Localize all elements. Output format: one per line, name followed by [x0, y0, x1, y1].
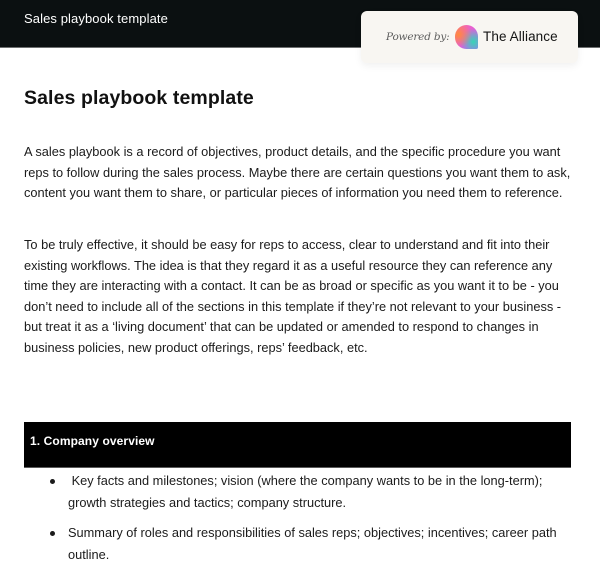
list-item — [0, 522, 570, 566]
company-overview-list — [0, 468, 600, 574]
document-body — [24, 84, 576, 355]
header-title: Sales playbook template — [24, 11, 168, 26]
list-item-text: Key facts and milestones; vision (where the company wants to be in the long-term); growth strategies and tactics; company structure. — [68, 473, 546, 510]
list-item-text: Summary of roles and responsibilities of sales reps; objectives; incentives; career path outline. — [68, 525, 557, 562]
section-title: 1. Company overview — [30, 434, 155, 448]
intro-paragraph-2: To be truly effective, it should be easy for reps to access, clear to understand and fit into their existing workflows. The idea is that they regard it as a useful resource they can reference any time they are interacting with a contact. It can be as broad or specific as you want it to be - you don’t need to include all of the sections in this template if they’re not relevant to your business - but treat it as a ‘living document’ that can be updated or amended to respond to changes in business policies, new product offerings, reps’ feedback, etc. — [24, 237, 562, 355]
brand-name: The Alliance — [483, 29, 558, 44]
section-header-company-overview — [24, 422, 571, 468]
powered-by-badge[interactable] — [361, 11, 578, 63]
bullet-icon — [50, 479, 55, 484]
list-item — [0, 468, 570, 514]
bullet-icon — [50, 531, 55, 536]
page-title: Sales playbook template — [24, 87, 254, 109]
the-alliance-logo-icon — [455, 25, 478, 49]
intro-paragraph-1: A sales playbook is a record of objectives, product details, and the specific procedure you want reps to follow during the sales process. Maybe there are certain questions you want them to ask, content you want them to share, or particular pieces of information you need them to reference. — [24, 144, 571, 201]
powered-by-label: Powered by: — [386, 31, 450, 43]
